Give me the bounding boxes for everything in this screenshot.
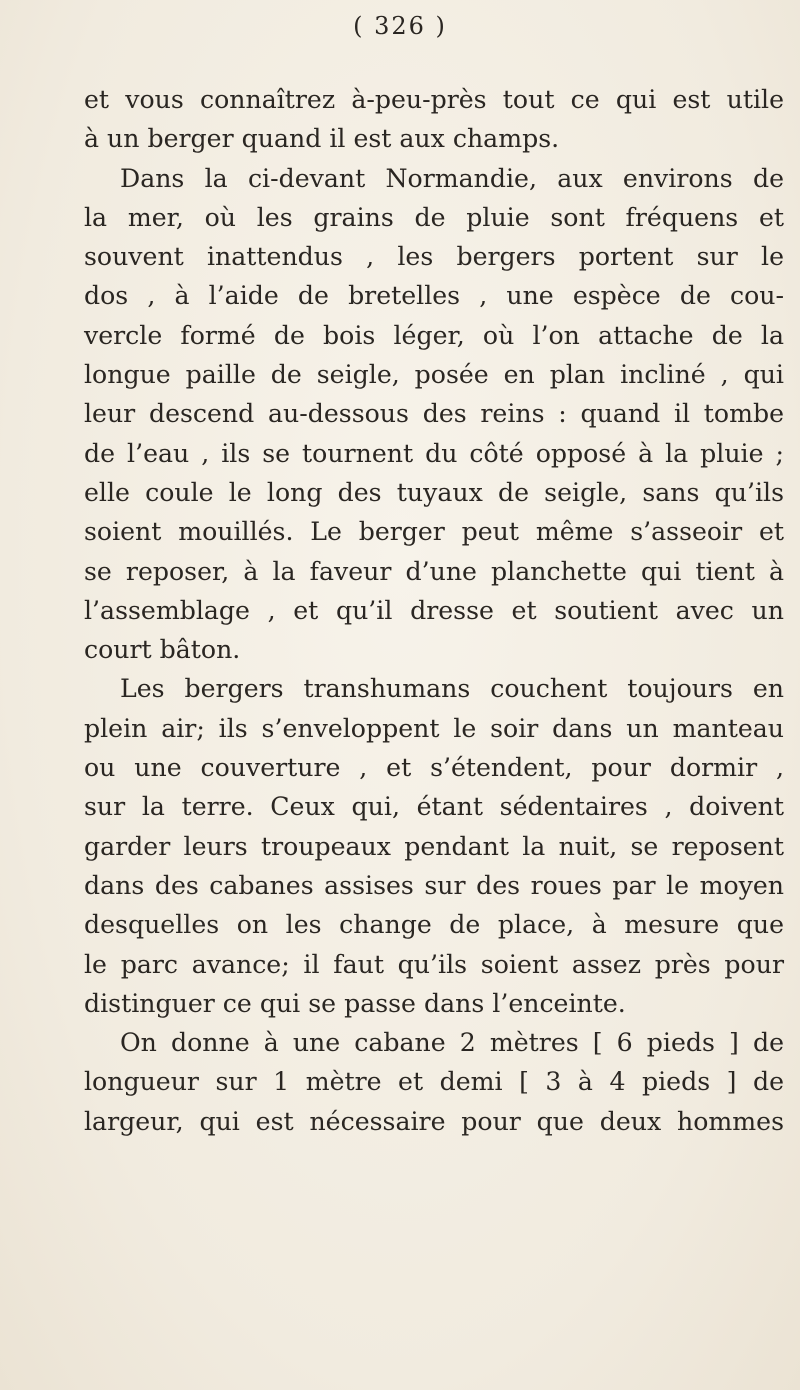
text-line: souvent inattendus , les bergers portent sur le xyxy=(84,242,784,272)
text-line: elle coule le long des tuyaux de seigle, sans qu’ils xyxy=(84,477,784,507)
text-line: vercle formé de bois léger, où l’on attache de la xyxy=(84,320,784,350)
text-line: dans des cabanes assises sur des roues par le moyen xyxy=(84,870,784,900)
text-line: et vous connaîtrez à-peu-près tout ce qui est utile xyxy=(84,85,784,114)
text-line: court bâton. xyxy=(84,635,241,665)
text-line: dos , à l’aide de bretelles , une espèce de cou- xyxy=(84,281,784,311)
text-line: garder leurs troupeaux pendant la nuit, se reposent xyxy=(84,831,784,861)
text-line: soient mouillés. Le berger peut même s’asseoir et xyxy=(84,517,784,547)
text-line: l’assemblage , et qu’il dresse et soutient avec un xyxy=(84,595,784,625)
text-line: longueur sur 1 mètre et demi [ 3 à 4 pieds ] de xyxy=(84,1067,784,1097)
page-number: ( 326 ) xyxy=(353,12,447,40)
text-line: Les bergers transhumans couchent toujours en xyxy=(120,674,784,704)
text-line: distinguer ce qui se passe dans l’enceinte. xyxy=(84,988,626,1018)
text-line: de l’eau , ils se tournent du côté opposé à la pluie ; xyxy=(84,438,784,468)
text-line: Dans la ci-devant Normandie, aux environs de xyxy=(120,163,784,193)
text-line: le parc avance; il faut qu’ils soient assez près pour xyxy=(84,949,784,979)
text-line: largeur, qui est nécessaire pour que deux hommes xyxy=(84,1106,784,1136)
text-line: desquelles on les change de place, à mesure que xyxy=(84,910,784,940)
body-text xyxy=(84,80,784,1141)
text-line: longue paille de seigle, posée en plan incliné , qui xyxy=(84,360,784,390)
text-line: leur descend au-dessous des reins : quand il tombe xyxy=(84,399,784,429)
text-line: On donne à une cabane 2 mètres [ 6 pieds ] de xyxy=(120,1028,784,1058)
text-line: sur la terre. Ceux qui, étant sédentaires , doivent xyxy=(84,792,784,822)
text-line: à un berger quand il est aux champs. xyxy=(84,124,560,154)
text-line: ou une couverture , et s’étendent, pour dormir , xyxy=(84,753,784,783)
text-line: plein air; ils s’enveloppent le soir dans un manteau xyxy=(84,713,784,743)
text-line: se reposer, à la faveur d’une planchette qui tient à xyxy=(84,556,784,586)
text-line: la mer, où les grains de pluie sont fréquens et xyxy=(84,202,784,232)
